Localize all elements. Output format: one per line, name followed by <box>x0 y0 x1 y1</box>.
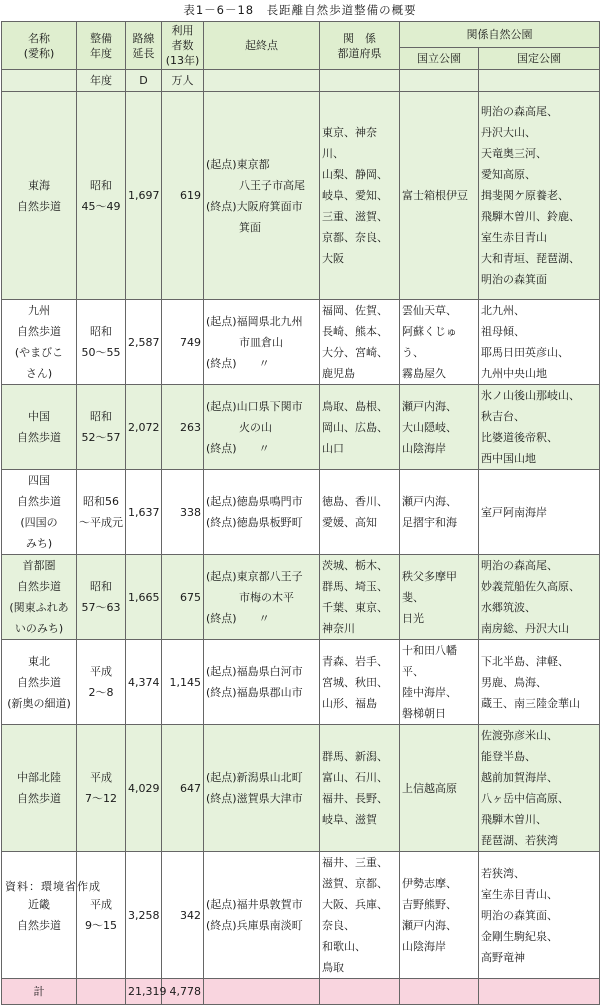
trail-year: 昭和 50〜55 <box>77 300 126 385</box>
trail-year: 平成 7〜12 <box>77 725 126 852</box>
trail-prefectures: 東京、神奈川、 山梨、静岡、 岐阜、愛知、 三重、滋賀、 京都、奈良、 大阪 <box>320 92 400 300</box>
units-quasi-cell <box>479 70 600 92</box>
trail-route: (起点)新潟県山北町 (終点)滋賀県大津市 <box>204 725 320 852</box>
table-row <box>2 385 600 470</box>
trail-quasi-national-parks: 明治の森高尾、 丹沢大山、 天竜奥三河、 愛知高原、 揖斐関ケ原養老、 飛騨木曽川、鈴鹿、 室生赤目青山 大和青垣、琵琶湖、 明治の森箕面 <box>479 92 600 300</box>
header-parks: 関係自然公園 <box>400 22 600 48</box>
trail-users: 647 <box>162 725 204 852</box>
trail-route: (起点)東京都 八王子市高尾 (終点)大阪府箕面市 箕面 <box>204 92 320 300</box>
trail-route: (起点)福島県白河市 (終点)福島県郡山市 <box>204 640 320 725</box>
trail-prefectures: 茨城、栃木、 群馬、埼玉、 千葉、東京、 神奈川 <box>320 555 400 640</box>
units-row <box>2 70 600 92</box>
trail-national-parks: 秩父多摩甲斐、 日光 <box>400 555 479 640</box>
trail-name: 四国 自然歩道 (四国の みち) <box>2 470 77 555</box>
trail-route: (起点)山口県下関市 火の山 (終点) 〃 <box>204 385 320 470</box>
trail-quasi-national-parks: 若狭湾、 室生赤目青山、 明治の森箕面、 金剛生駒紀泉、 高野竜神 <box>479 852 600 979</box>
trail-route: (起点)東京都八王子 市梅の木平 (終点) 〃 <box>204 555 320 640</box>
trail-length: 1,637 <box>126 470 162 555</box>
trail-users: 1,145 <box>162 640 204 725</box>
trail-national-parks: 瀬戸内海、 大山隠岐、 山陰海岸 <box>400 385 479 470</box>
table-title: 表1－6－18 長距離自然歩道整備の概要 <box>183 3 417 17</box>
header-route: 起終点 <box>204 22 320 70</box>
trail-year: 昭和 52〜57 <box>77 385 126 470</box>
trail-route: (起点)福岡県北九州 市皿倉山 (終点) 〃 <box>204 300 320 385</box>
table-row <box>2 92 600 300</box>
trail-length: 4,029 <box>126 725 162 852</box>
trail-name: 東北 自然歩道 (新奥の細道) <box>2 640 77 725</box>
total-national-cell <box>400 979 479 1005</box>
trail-users: 338 <box>162 470 204 555</box>
table-row <box>2 640 600 725</box>
header-length: 路線 延長 <box>126 22 162 70</box>
trail-national-parks: 富士箱根伊豆 <box>400 92 479 300</box>
trail-national-parks: 上信越高原 <box>400 725 479 852</box>
trail-quasi-national-parks: 室戸阿南海岸 <box>479 470 600 555</box>
units-pref-cell <box>320 70 400 92</box>
trail-length: 2,587 <box>126 300 162 385</box>
trail-route: (起点)福井県敦賀市 (終点)兵庫県南淡町 <box>204 852 320 979</box>
trail-name: 近畿 自然歩道 <box>2 852 77 979</box>
trail-quasi-national-parks: 氷ノ山後山那岐山、 秋吉台、 比婆道後帝釈、 西中国山地 <box>479 385 600 470</box>
table-row <box>2 470 600 555</box>
trail-year: 昭和 57〜63 <box>77 555 126 640</box>
trail-name: 中国 自然歩道 <box>2 385 77 470</box>
trail-national-parks: 雲仙天草、 阿蘇くじゅう、 霧島屋久 <box>400 300 479 385</box>
trail-name: 東海 自然歩道 <box>2 92 77 300</box>
table-row <box>2 725 600 852</box>
trail-prefectures: 鳥取、島根、 岡山、広島、 山口 <box>320 385 400 470</box>
header-prefectures: 関 係 都道府県 <box>320 22 400 70</box>
nature-trail-table <box>1 21 600 1005</box>
total-pref-cell <box>320 979 400 1005</box>
source-note: 資料：環境省作成 <box>5 880 101 893</box>
trail-length: 1,697 <box>126 92 162 300</box>
trail-name: 中部北陸 自然歩道 <box>2 725 77 852</box>
units-route-cell <box>204 70 320 92</box>
trail-national-parks: 伊勢志摩、 吉野熊野、 瀬戸内海、 山陰海岸 <box>400 852 479 979</box>
total-row <box>2 979 600 1005</box>
total-route-cell <box>204 979 320 1005</box>
trail-year: 平成 2〜8 <box>77 640 126 725</box>
trail-national-parks: 十和田八幡平、 陸中海岸、 磐梯朝日 <box>400 640 479 725</box>
table-row <box>2 555 600 640</box>
trail-quasi-national-parks: 佐渡弥彦米山、 能登半島、 越前加賀海岸、 八ヶ岳中信高原、 飛騨木曽川、 琵琶湖、若狭湾 <box>479 725 600 852</box>
trail-users: 342 <box>162 852 204 979</box>
trail-name: 首都圏 自然歩道 (関東ふれあ いのみち) <box>2 555 77 640</box>
trail-quasi-national-parks: 下北半島、津軽、 男鹿、鳥海、 蔵王、南三陸金華山 <box>479 640 600 725</box>
trail-users: 619 <box>162 92 204 300</box>
unit-year: 年度 <box>77 70 126 92</box>
trail-length: 4,374 <box>126 640 162 725</box>
header-national: 国立公園 <box>400 48 479 70</box>
trail-length: 3,258 <box>126 852 162 979</box>
header-name: 名称 (愛称) <box>2 22 77 70</box>
trail-users: 263 <box>162 385 204 470</box>
trail-route: (起点)徳島県鳴門市 (終点)徳島県板野町 <box>204 470 320 555</box>
header-users: 利用 者数 (13年) <box>162 22 204 70</box>
trail-prefectures: 福岡、佐賀、 長崎、熊本、 大分、宮崎、 鹿児島 <box>320 300 400 385</box>
unit-length: D <box>126 70 162 92</box>
table-row <box>2 852 600 979</box>
trail-prefectures: 徳島、香川、 愛媛、高知 <box>320 470 400 555</box>
total-users: 4,778 <box>162 979 204 1005</box>
trail-users: 749 <box>162 300 204 385</box>
trail-prefectures: 青森、岩手、 宮城、秋田、 山形、福島 <box>320 640 400 725</box>
trail-quasi-national-parks: 北九州、 祖母傾、 耶馬日田英彦山、 九州中央山地 <box>479 300 600 385</box>
trail-year: 昭和56 〜平成元 <box>77 470 126 555</box>
units-name-cell <box>2 70 77 92</box>
trail-length: 1,665 <box>126 555 162 640</box>
trail-users: 675 <box>162 555 204 640</box>
header-quasi: 国定公園 <box>479 48 600 70</box>
trail-prefectures: 福井、三重、 滋賀、京都、 大阪、兵庫、 奈良、 和歌山、 鳥取 <box>320 852 400 979</box>
trail-national-parks: 瀬戸内海、 足摺宇和海 <box>400 470 479 555</box>
total-quasi-cell <box>479 979 600 1005</box>
total-length: 21,319 <box>126 979 162 1005</box>
trail-quasi-national-parks: 明治の森高尾、 妙義荒船佐久高原、 水郷筑波、 南房総、丹沢大山 <box>479 555 600 640</box>
total-label: 計 <box>2 979 77 1005</box>
trail-name: 九州 自然歩道 (やまびこ さん) <box>2 300 77 385</box>
units-national-cell <box>400 70 479 92</box>
table-body <box>2 70 600 1005</box>
total-year-cell <box>77 979 126 1005</box>
trail-year: 昭和 45〜49 <box>77 92 126 300</box>
unit-users: 万人 <box>162 70 204 92</box>
trail-year: 平成 9〜15 <box>77 852 126 979</box>
trail-prefectures: 群馬、新潟、 富山、石川、 福井、長野、 岐阜、滋賀 <box>320 725 400 852</box>
header-year: 整備 年度 <box>77 22 126 70</box>
table-row <box>2 300 600 385</box>
trail-length: 2,072 <box>126 385 162 470</box>
